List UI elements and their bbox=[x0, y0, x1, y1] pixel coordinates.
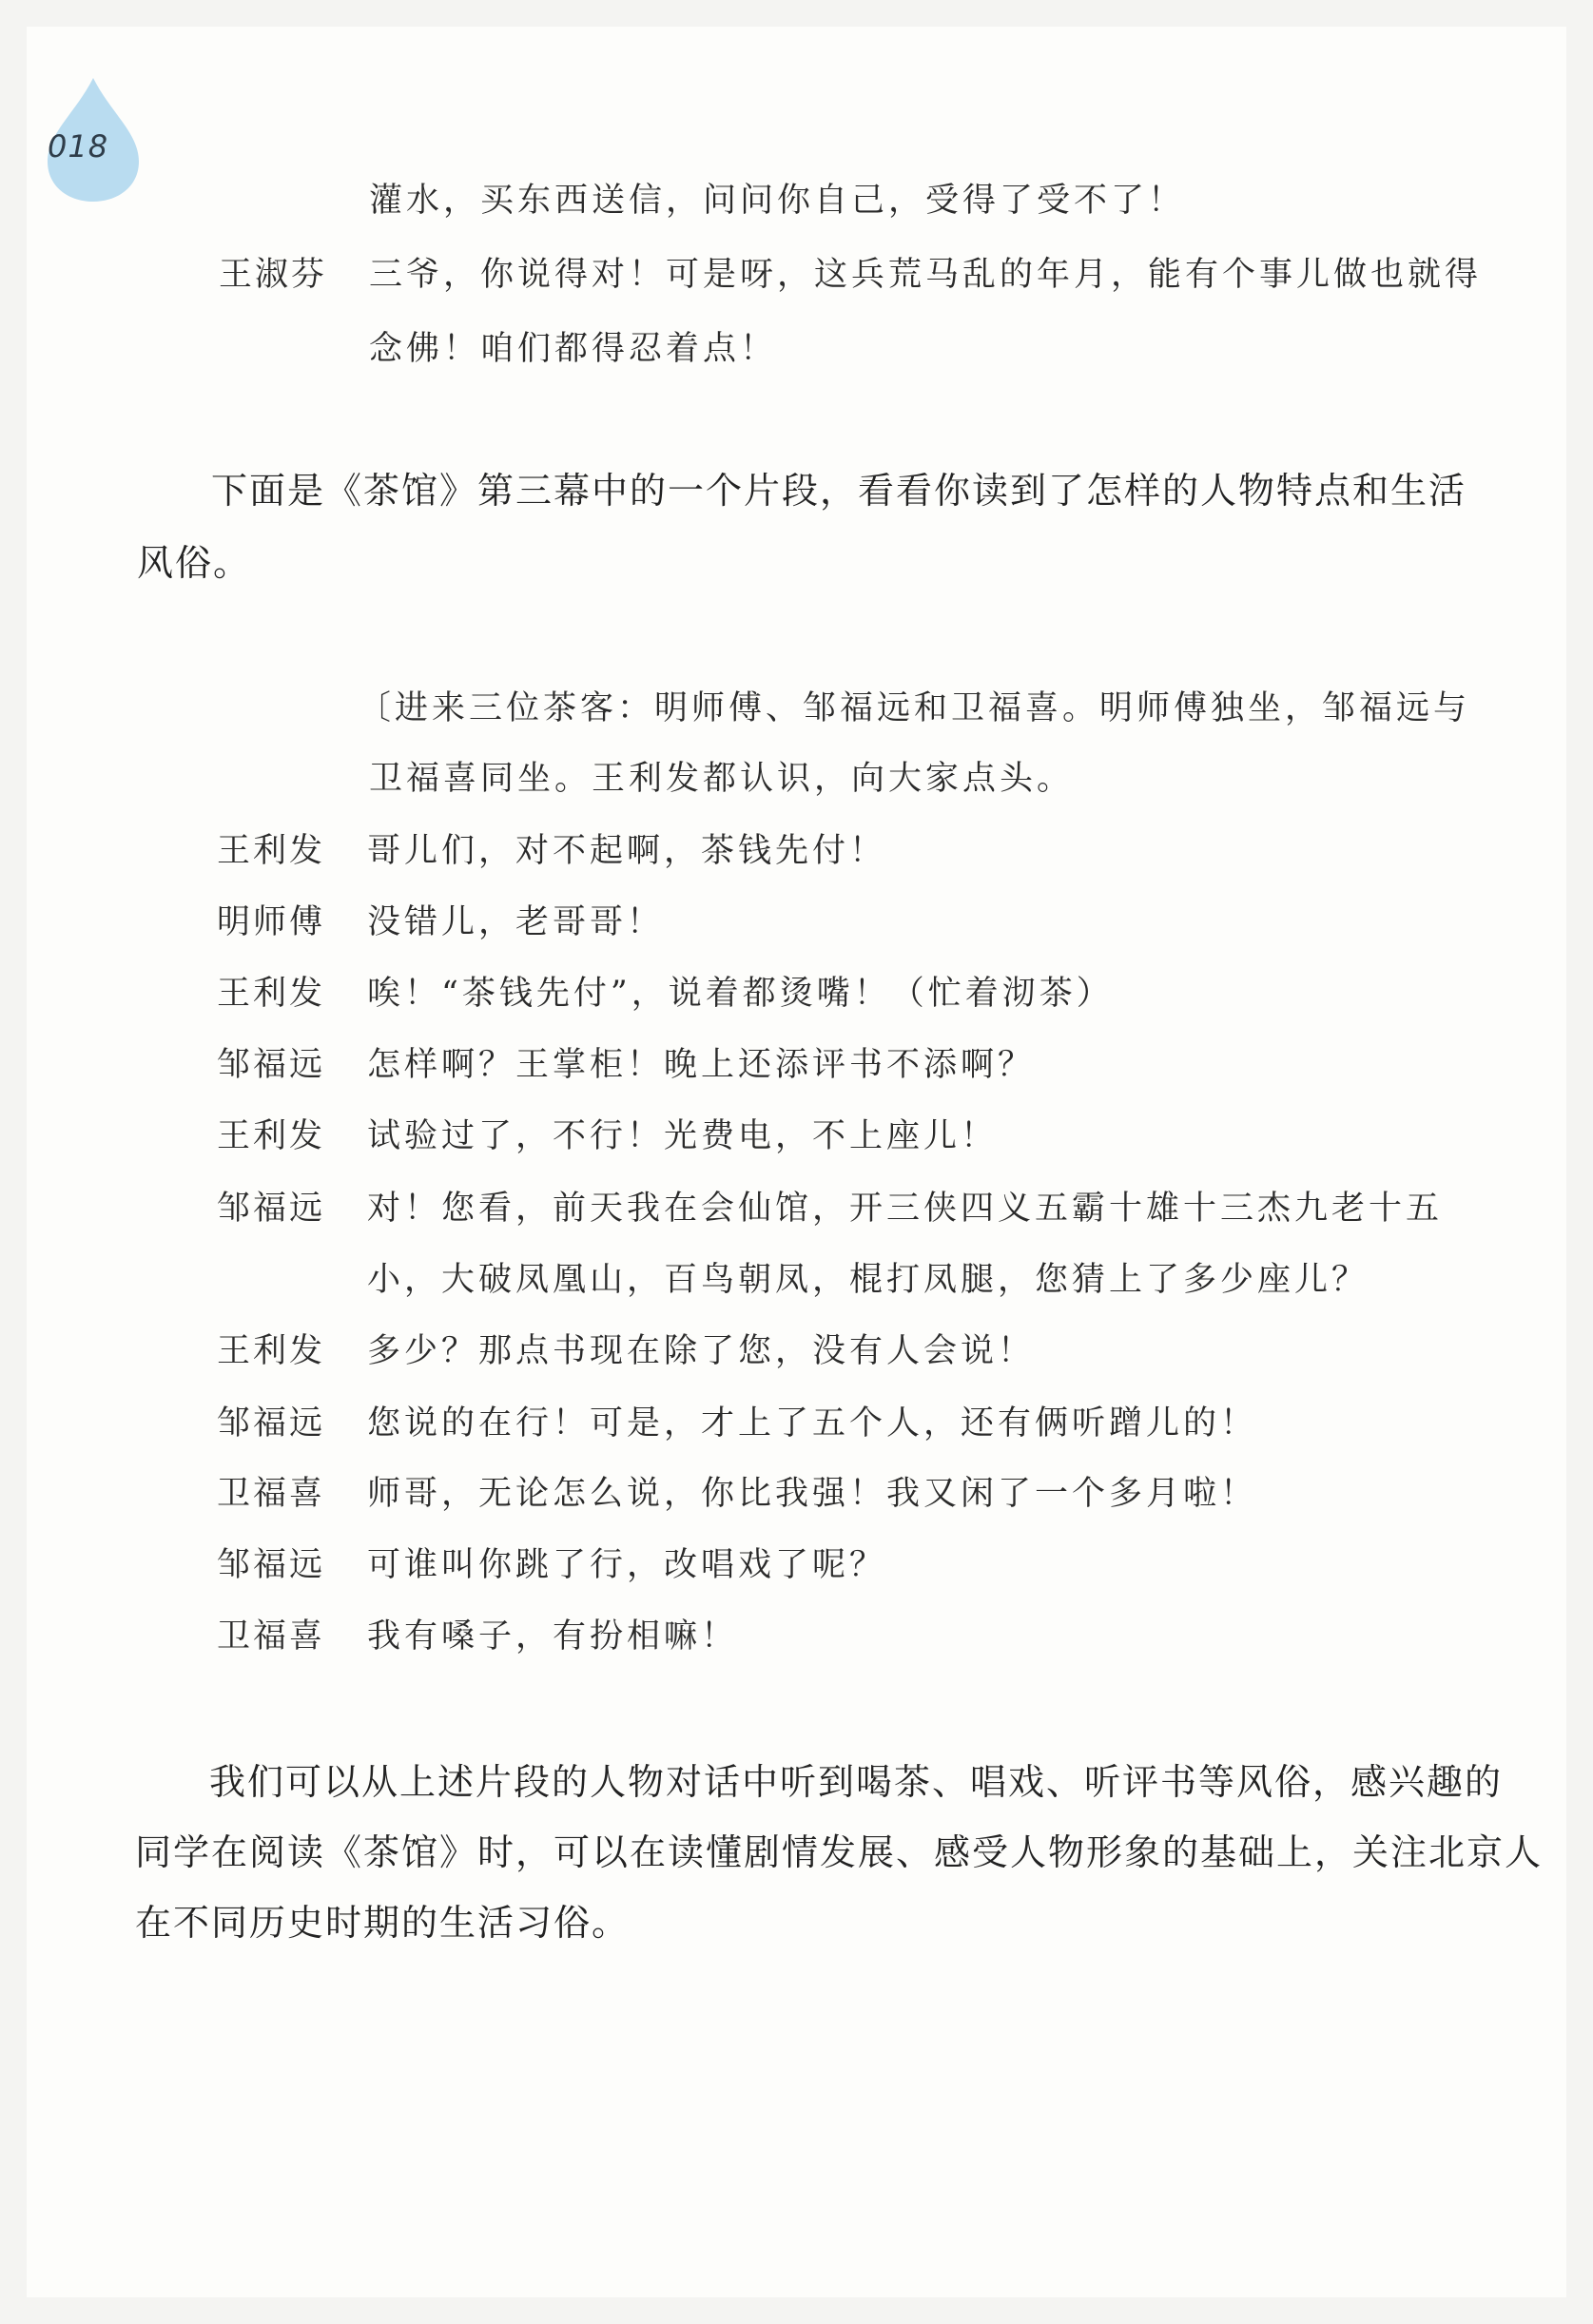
dialogue-line: 哥儿们，对不起啊，茶钱先付！ bbox=[367, 832, 887, 870]
dialogue-line: 我有嗓子，有扮相嘛！ bbox=[367, 1617, 739, 1656]
dialogue-line: 唉！“茶钱先付”，说着都烫嘴！（忙着沏茶） bbox=[367, 975, 1114, 1013]
page-number: 018 bbox=[48, 128, 109, 165]
closing-paragraph-line: 同学在阅读《茶馆》时，可以在读懂剧情发展、感受人物形象的基础上，关注北京人 bbox=[135, 1831, 1544, 1873]
dialogue-line: 您说的在行！可是，才上了五个人，还有俩听蹭儿的！ bbox=[367, 1404, 1258, 1443]
speaker-name: 王淑芬 bbox=[219, 256, 328, 294]
dialogue-line: 可谁叫你跳了行，改唱戏了呢？ bbox=[367, 1546, 887, 1584]
dialogue-line: 没错儿，老哥哥！ bbox=[367, 903, 665, 941]
speaker-name: 卫福喜 bbox=[217, 1475, 326, 1513]
dialogue-line: 对！您看，前天我在会仙馆，开三侠四义五霸十雄十三杰九老十五 bbox=[367, 1190, 1444, 1228]
closing-paragraph-line: 我们可以从上述片段的人物对话中听到喝茶、唱戏、听评书等风俗，感兴趣的 bbox=[209, 1761, 1504, 1803]
speaker-name: 邹福远 bbox=[217, 1404, 326, 1443]
dialogue-line: 试验过了，不行！光费电，不上座儿！ bbox=[367, 1117, 999, 1155]
closing-paragraph-line: 在不同历史时期的生活习俗。 bbox=[135, 1902, 631, 1944]
intro-paragraph-line: 风俗。 bbox=[137, 542, 252, 584]
speaker-name: 邹福远 bbox=[217, 1546, 326, 1584]
dialogue-line: 怎样啊？王掌柜！晚上还添评书不添啊？ bbox=[367, 1046, 1036, 1084]
stage-direction-line: 卫福喜同坐。王利发都认识，向大家点头。 bbox=[369, 760, 1075, 798]
intro-paragraph-line: 下面是《茶馆》第三幕中的一个片段，看看你读到了怎样的人物特点和生活 bbox=[211, 470, 1467, 512]
book-page bbox=[27, 27, 1566, 2297]
dialogue-line: 三爷，你说得对！可是呀，这兵荒马乱的年月，能有个事儿做也就得 bbox=[369, 256, 1483, 294]
speaker-name: 邹福远 bbox=[217, 1046, 326, 1084]
dialogue-line: 师哥，无论怎么说，你比我强！我又闲了一个多月啦！ bbox=[367, 1475, 1258, 1513]
speaker-name: 王利发 bbox=[217, 975, 326, 1013]
speaker-name: 邹福远 bbox=[217, 1190, 326, 1228]
speaker-name: 卫福喜 bbox=[217, 1617, 326, 1656]
stage-direction-line: 〔进来三位茶客：明师傅、邹福远和卫福喜。明师傅独坐，邹福远与 bbox=[358, 689, 1471, 727]
speaker-name: 王利发 bbox=[217, 1117, 326, 1155]
dialogue-line: 灌水，买东西送信，问问你自己，受得了受不了！ bbox=[369, 182, 1186, 220]
speaker-name: 王利发 bbox=[217, 1332, 326, 1370]
dialogue-line: 小，大破凤凰山，百鸟朝凤，棍打凤腿，您猜上了多少座儿？ bbox=[367, 1261, 1370, 1299]
dialogue-line: 念佛！咱们都得忍着点！ bbox=[369, 330, 778, 368]
speaker-name: 王利发 bbox=[217, 832, 326, 870]
speaker-name: 明师傅 bbox=[217, 903, 326, 941]
dialogue-line: 多少？那点书现在除了您，没有人会说！ bbox=[367, 1332, 1036, 1370]
